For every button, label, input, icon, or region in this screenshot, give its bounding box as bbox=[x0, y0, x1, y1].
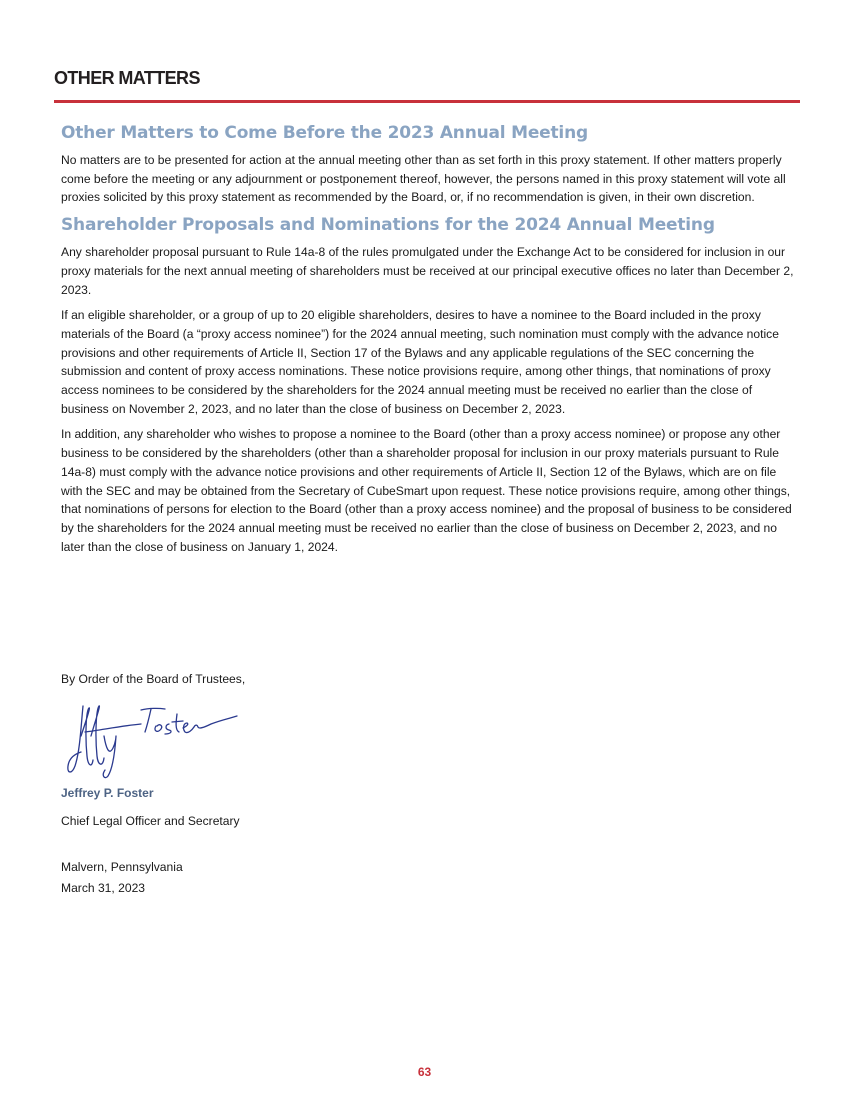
subsection-heading-shareholder-proposals: Shareholder Proposals and Nominations for the 2024 Annual Meeting bbox=[61, 215, 715, 236]
main-content bbox=[61, 118, 799, 556]
section-divider bbox=[54, 100, 800, 103]
closing-salutation: By Order of the Board of Trustees, bbox=[61, 672, 246, 686]
paragraph-proxy-access: If an eligible shareholder, or a group of up to 20 eligible shareholders, desires to have a nominee to the Board included in the proxy materials of the Board (a “proxy access nominee”) for the 2024 annual meeting, such nomination must comply with the advance notice provisions and other requirements of Article II, Section 17 of the Bylaws and any applicable regulations of the SEC concerning the submission and content of proxy access nominations. These notice provisions require, among other things, that nominations of proxy access nominees to be considered by the shareholders for the 2024 annual meeting must be received no earlier than the close of business on November 2, 2023, and no later than the close of business on December 2, 2023. bbox=[61, 308, 779, 416]
location: Malvern, Pennsylvania bbox=[61, 860, 183, 874]
paragraph-other-matters: No matters are to be presented for action at the annual meeting other than as set forth in this proxy statement. If other matters properly come before the meeting or any adjournment or postponement thereof, however, the persons named in this proxy statement will vote all proxies solicited by this proxy statement as recommended by the Board, or, if no recommendation is given, in their own discretion. bbox=[61, 153, 786, 205]
date: March 31, 2023 bbox=[61, 881, 146, 895]
place-and-date bbox=[61, 857, 183, 899]
page-number: 63 bbox=[417, 1065, 432, 1079]
subsection-heading-other-matters: Other Matters to Come Before the 2023 Annual Meeting bbox=[61, 123, 588, 143]
paragraph-rule-14a8: Any shareholder proposal pursuant to Rule 14a-8 of the rules promulgated under the Exchange Act to be considered for inclusion in our proxy materials for the next annual meeting of shareholders must be received at our principal executive offices no later than December 2, 2023. bbox=[61, 245, 794, 297]
signer-title: Chief Legal Officer and Secretary bbox=[61, 814, 240, 828]
paragraph-advance-notice: In addition, any shareholder who wishes to propose a nominee to the Board (other than a proxy access nominee) or propose any other business to be considered by the shareholders (other than a shareholder proposal for inclusion in our proxy materials pursuant to Rule 14a-8) must comply with the advance notice provisions and other requirements of Article II, Section 12 of the Bylaws, which are on file with the SEC and may be obtained from the Secretary of CubeSmart upon request. These notice provisions require, among other things, that nominations of persons for election to the Board (other than a proxy access nominee) and the proposal of business to be considered by the shareholders for the 2024 annual meeting must be received no earlier than the close of business on December 2, 2023, and no later than the close of business on January 1, 2024. bbox=[61, 427, 792, 554]
section-title: OTHER MATTERS bbox=[54, 68, 200, 88]
signer-name: Jeffrey P. Foster bbox=[61, 786, 154, 800]
signature-image bbox=[61, 696, 246, 780]
